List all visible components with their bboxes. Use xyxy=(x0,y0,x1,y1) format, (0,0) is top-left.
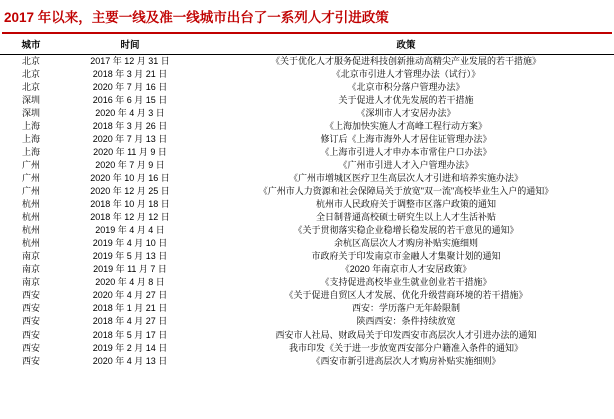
cell-time: 2019 年 11 月 7 日 xyxy=(93,264,167,275)
cell-time: 2020 年 4 月 13 日 xyxy=(92,355,168,366)
table-row xyxy=(0,263,614,276)
table-header-row xyxy=(0,34,614,55)
cell-time: 2020 年 7 月 9 日 xyxy=(95,160,165,171)
cell-policy-text: 《北京市引进人才管理办法（试行）》 xyxy=(331,68,481,79)
cell-policy-text: 《上海加快实施人才高峰工程行动方案》 xyxy=(324,121,487,131)
cell-time: 2016 年 6 月 15 日 xyxy=(92,94,168,105)
cell-city: 西安 xyxy=(21,316,40,327)
cell-city: 北京 xyxy=(21,68,40,79)
table-row xyxy=(0,185,614,198)
cell-policy xyxy=(198,341,614,354)
cell-policy-text: 《支持促进高校毕业生就业创业若干措施》 xyxy=(320,277,492,288)
cell-time: 2018 年 1 月 21 日 xyxy=(92,303,168,314)
cell-policy xyxy=(198,354,614,367)
cell-policy-text: 《广州市增城区医疗卫生高层次人才引进和培养实施办法》 xyxy=(288,173,523,184)
column-header-city: 城市 xyxy=(0,34,62,55)
table-row xyxy=(0,120,614,133)
cell-time: 2019 年 4 月 4 日 xyxy=(95,225,165,236)
table-body xyxy=(0,54,614,367)
table-row xyxy=(0,341,614,354)
cell-policy xyxy=(198,250,614,263)
cell-city: 广州 xyxy=(21,173,40,184)
cell-policy-text: 《广州市引进人才入户管理办法》 xyxy=(338,160,474,171)
table-row xyxy=(0,237,614,250)
cell-time: 2019 年 4 月 10 日 xyxy=(92,238,168,249)
table-row xyxy=(0,328,614,341)
cell-city: 西安 xyxy=(21,290,40,301)
column-header-time: 时间 xyxy=(62,34,198,55)
cell-policy xyxy=(198,224,614,237)
cell-city: 南京 xyxy=(21,251,40,262)
table-row xyxy=(0,107,614,120)
cell-time: 2020 年 4 月 8 日 xyxy=(95,277,165,288)
cell-time: 2020 年 7 月 13 日 xyxy=(92,134,168,145)
cell-policy xyxy=(198,315,614,328)
cell-policy-text: 西安市人社局、财政局关于印发西安市高层次人才引进办法的通知 xyxy=(275,329,537,340)
cell-time: 2020 年 12 月 25 日 xyxy=(90,186,170,197)
cell-policy-text: 《关于优化人才服务促进科技创新推动高精尖产业发展的若干措施》 xyxy=(270,55,541,66)
cell-city: 西安 xyxy=(21,342,40,353)
cell-policy xyxy=(198,94,614,107)
cell-city: 西安 xyxy=(21,303,40,314)
cell-city: 南京 xyxy=(21,277,40,288)
cell-city: 西安 xyxy=(21,355,40,366)
cell-policy-text: 我市印发《关于进一步放宽西安部分户籍准入条件的通知》 xyxy=(288,342,523,353)
cell-policy xyxy=(198,107,614,120)
cell-time: 2020 年 4 月 3 日 xyxy=(95,107,165,118)
cell-city: 深圳 xyxy=(21,94,40,105)
cell-policy xyxy=(198,289,614,302)
table-row xyxy=(0,354,614,367)
table-row xyxy=(0,81,614,94)
table-row xyxy=(0,315,614,328)
table-row xyxy=(0,289,614,302)
cell-time: 2018 年 3 月 21 日 xyxy=(92,68,168,79)
cell-policy-text: 关于促进人才优先发展的若干措施 xyxy=(338,94,474,105)
cell-policy-text: 《2020 年南京市人才安居政策》 xyxy=(340,264,472,275)
cell-time: 2020 年 7 月 16 日 xyxy=(92,81,168,92)
cell-city: 北京 xyxy=(21,55,40,66)
cell-policy xyxy=(198,237,614,250)
cell-city: 上海 xyxy=(21,121,40,131)
cell-policy-text: 《关于促进自贸区人才发展、优化升级营商环境的若干措施》 xyxy=(284,290,528,301)
cell-policy xyxy=(198,198,614,211)
cell-policy xyxy=(198,263,614,276)
cell-time: 2020 年 11 月 9 日 xyxy=(93,147,167,158)
cell-policy-text: 市政府关于印发南京市金融人才集聚计划的通知 xyxy=(311,251,501,262)
cell-policy-text: 《深圳市人才安居办法》 xyxy=(356,107,456,118)
cell-policy xyxy=(198,120,614,133)
table-row xyxy=(0,211,614,224)
cell-city: 杭州 xyxy=(21,225,40,236)
cell-policy xyxy=(198,81,614,94)
cell-policy xyxy=(198,302,614,315)
cell-policy-text: 《关于贯彻落实稳企业稳增长稳发展的若干意见的通知》 xyxy=(293,225,519,236)
cell-policy xyxy=(198,211,614,224)
cell-policy xyxy=(198,185,614,198)
cell-city: 北京 xyxy=(21,81,40,92)
cell-policy-text: 《北京市积分落户管理办法》 xyxy=(347,81,465,92)
table-row xyxy=(0,94,614,107)
cell-time: 2019 年 5 月 13 日 xyxy=(92,251,168,262)
table-row xyxy=(0,302,614,315)
table-row xyxy=(0,198,614,211)
policy-table xyxy=(0,34,614,368)
cell-policy-text: 西安：学历落户无年龄限制 xyxy=(351,303,460,314)
table-row xyxy=(0,224,614,237)
cell-policy xyxy=(198,159,614,172)
cell-policy-text: 余杭区高层次人才购房补贴实施细则 xyxy=(333,238,478,249)
cell-city: 杭州 xyxy=(21,238,40,249)
table-row xyxy=(0,146,614,159)
cell-city: 深圳 xyxy=(21,107,40,118)
cell-policy-text: 《西安市新引进高层次人才购房补贴实施细则》 xyxy=(311,355,501,366)
cell-policy-text: 《上海市引进人才申办本市常住户口办法》 xyxy=(320,147,492,158)
cell-city: 杭州 xyxy=(21,199,40,210)
cell-city: 西安 xyxy=(21,329,40,340)
cell-time: 2020 年 10 月 16 日 xyxy=(90,173,170,184)
cell-policy xyxy=(198,133,614,146)
cell-city: 广州 xyxy=(21,186,40,197)
table-row xyxy=(0,250,614,263)
cell-policy-text: 杭州市人民政府关于调整市区落户政策的通知 xyxy=(315,199,496,210)
cell-policy xyxy=(198,68,614,81)
table-row xyxy=(0,54,614,68)
page-title: 2017 年以来，主要一线及准一线城市出台了一系列人才引进政策 xyxy=(4,10,389,25)
cell-time: 2019 年 2 月 14 日 xyxy=(92,342,168,353)
table-row xyxy=(0,68,614,81)
cell-time: 2017 年 12 月 31 日 xyxy=(90,55,170,66)
cell-city: 上海 xyxy=(21,147,40,158)
column-header-policy: 政策 xyxy=(198,34,614,55)
cell-policy xyxy=(198,328,614,341)
cell-city: 上海 xyxy=(21,134,40,145)
cell-time: 2018 年 4 月 27 日 xyxy=(92,316,168,327)
cell-policy-text: 陕西西安：条件持续放宽 xyxy=(356,316,456,327)
cell-city: 杭州 xyxy=(21,212,40,223)
cell-time: 2020 年 4 月 27 日 xyxy=(92,290,168,301)
table-row xyxy=(0,133,614,146)
cell-time: 2018 年 3 月 26 日 xyxy=(92,121,168,131)
cell-policy xyxy=(198,172,614,185)
cell-time: 2018 年 5 月 17 日 xyxy=(92,329,168,340)
cell-policy-text: 全日制普通高校硕士研究生以上人才生活补贴 xyxy=(315,212,496,223)
cell-policy-text: 《广州市人力资源和社会保障局关于放宽"双一流"高校毕业生入户的通知》 xyxy=(258,186,554,197)
cell-city: 广州 xyxy=(21,160,40,171)
cell-policy xyxy=(198,54,614,68)
cell-policy-text: 修订后《上海市海外人才居住证管理办法》 xyxy=(320,134,492,145)
table-row xyxy=(0,159,614,172)
table-row xyxy=(0,172,614,185)
cell-time: 2018 年 12 月 12 日 xyxy=(90,212,170,223)
cell-time: 2018 年 10 月 18 日 xyxy=(90,199,170,210)
cell-city: 南京 xyxy=(21,264,40,275)
cell-policy xyxy=(198,276,614,289)
cell-policy xyxy=(198,146,614,159)
table-row xyxy=(0,276,614,289)
